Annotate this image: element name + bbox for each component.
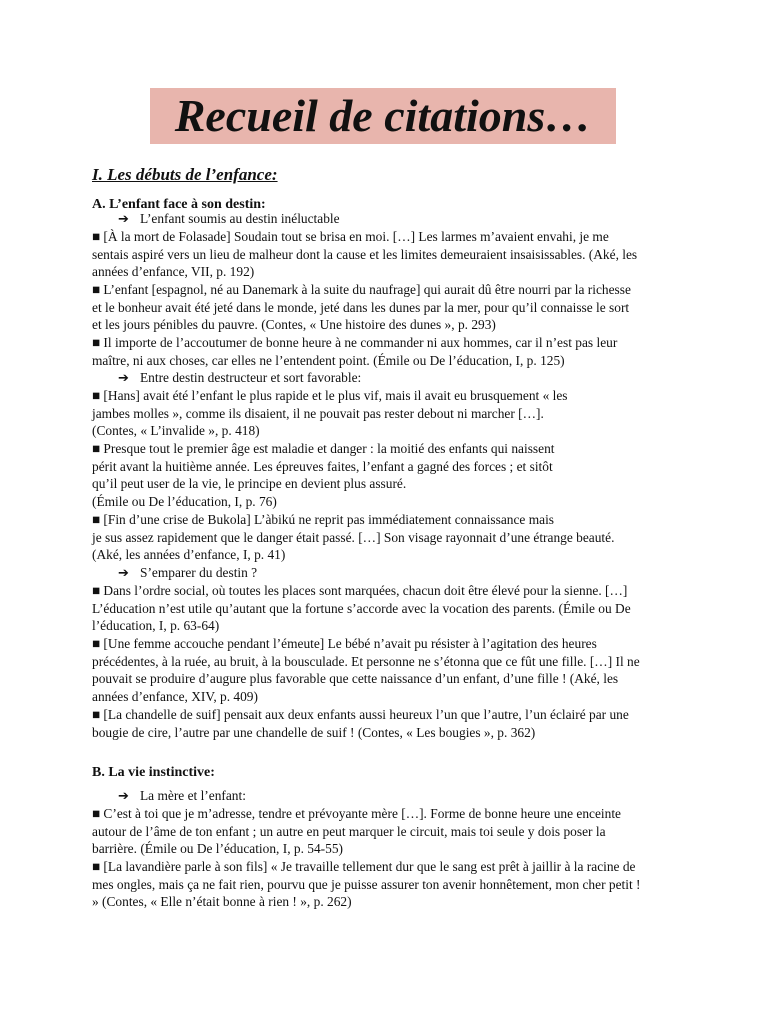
subsection-heading-a: A. L’enfant face à son destin: (92, 197, 266, 212)
quote-paragraph: ■ Dans l’ordre social, où toutes les places sont marquées, chacun doit être élevé pour la sienne. […] L’éducation n’est utile qu’autant que la fortune s’accorde avec la vocation des parents. (Émile ou De l’éducation, I, p. 63-64) (92, 583, 631, 634)
page-title-text: Recueil de citations… (174, 90, 592, 141)
page-title (150, 88, 616, 144)
arrow-icon: ➔ (118, 789, 129, 804)
quote-paragraph: ■ [La lavandière parle à son fils] « Je travaille tellement dur que le sang est prêt à jaillir à la racine de mes ongles, mais ça ne fait rien, pourvu que je puisse assurer ton avenir honnêtement, mon cher petit ! » (Contes, « Elle n’était bonne à rien ! », p. 262) (92, 859, 641, 910)
section-heading: I. Les débuts de l’enfance: (92, 165, 278, 184)
subsection-heading-b: B. La vie instinctive: (92, 765, 215, 780)
arrow-icon: ➔ (118, 212, 129, 227)
quote-paragraph: ■ [Une femme accouche pendant l’émeute] Le bébé n’avait pu résister à l’agitation des heures précédentes, à la ruée, au bruit, à la bousculade. Et personne ne s’étonna que ce fût une fille. […] Il ne pouvait se produire d’augure plus favorable que cette naissance d’un enfant, d’une fille ! (Aké, les années d’enfance, XIV, p. 409) (92, 636, 640, 705)
quote-paragraph: ■ L’enfant [espagnol, né au Danemark à la suite du naufrage] qui aurait dû être nourri par la richesse et le bonheur avait été jeté dans le monde, jeté dans les dunes par la mer, pour qu’il connaisse le sort et les jours pénibles du pauvre. (Contes, « Une histoire des dunes », p. 293) (92, 282, 631, 333)
arrow-icon: ➔ (118, 371, 129, 386)
arrow-item: ➔ S’emparer du destin ? (118, 565, 258, 581)
quote-paragraph: ■ Presque tout le premier âge est maladie et danger : la moitié des enfants qui naissent périt avant la huitième année. Les épreuves faites, l’enfant a gagné des forces ; et sitôt qu’il peut user de la vie, le principe en devient plus assuré. (Émile ou De l’éducation, I, p. 76) (92, 441, 555, 510)
arrow-icon: ➔ (118, 566, 129, 581)
arrow-item: ➔ La mère et l’enfant: (118, 788, 246, 804)
arrow-item: ➔ L’enfant soumis au destin inéluctable (118, 211, 340, 227)
quote-paragraph: ■ Il importe de l’accoutumer de bonne heure à ne commander ni aux hommes, car il n’est pas leur maître, ni aux choses, car elles ne l’entendent point. (Émile ou De l’éducation, I, p. 125) (92, 335, 618, 368)
quote-paragraph: ■ C’est à toi que je m’adresse, tendre et prévoyante mère […]. Forme de bonne heure une enceinte autour de l’âme de ton enfant ; un autre en peut marquer le circuit, mais toi seule y dois poser la barrière. (Émile ou De l’éducation, I, p. 54-55) (92, 806, 621, 857)
quote-paragraph: ■ [Hans] avait été l’enfant le plus rapide et le plus vif, mais il avait eu brusquement « les jambes molles », comme ils disaient, il ne pouvait pas rester debout ni marcher […]. (Contes, « L’invalide », p. 418) (92, 388, 568, 439)
quote-paragraph: ■ [À la mort de Folasade] Soudain tout se brisa en moi. […] Les larmes m’avaient envahi, je me sentais aspiré vers un lieu de malheur dont la cause et les limites demeuraient insaisissables. (Aké, les années d’enfance, VII, p. 192) (92, 229, 638, 280)
quote-paragraph: ■ [La chandelle de suif] pensait aux deux enfants aussi heureux l’un que l’autre, l’un éclairé par une bougie de cire, l’autre par une chandelle de suif ! (Contes, « Les bougies », p. 362) (92, 707, 629, 740)
arrow-item: ➔ Entre destin destructeur et sort favorable: (118, 370, 362, 386)
quote-paragraph: ■ [Fin d’une crise de Bukola] L’àbikú ne reprit pas immédiatement connaissance mais je sus assez rapidement que le danger était passé. […] Son visage rayonnait d’une étrange beauté. (Aké, les années d’enfance, I, p. 41) (92, 512, 615, 563)
